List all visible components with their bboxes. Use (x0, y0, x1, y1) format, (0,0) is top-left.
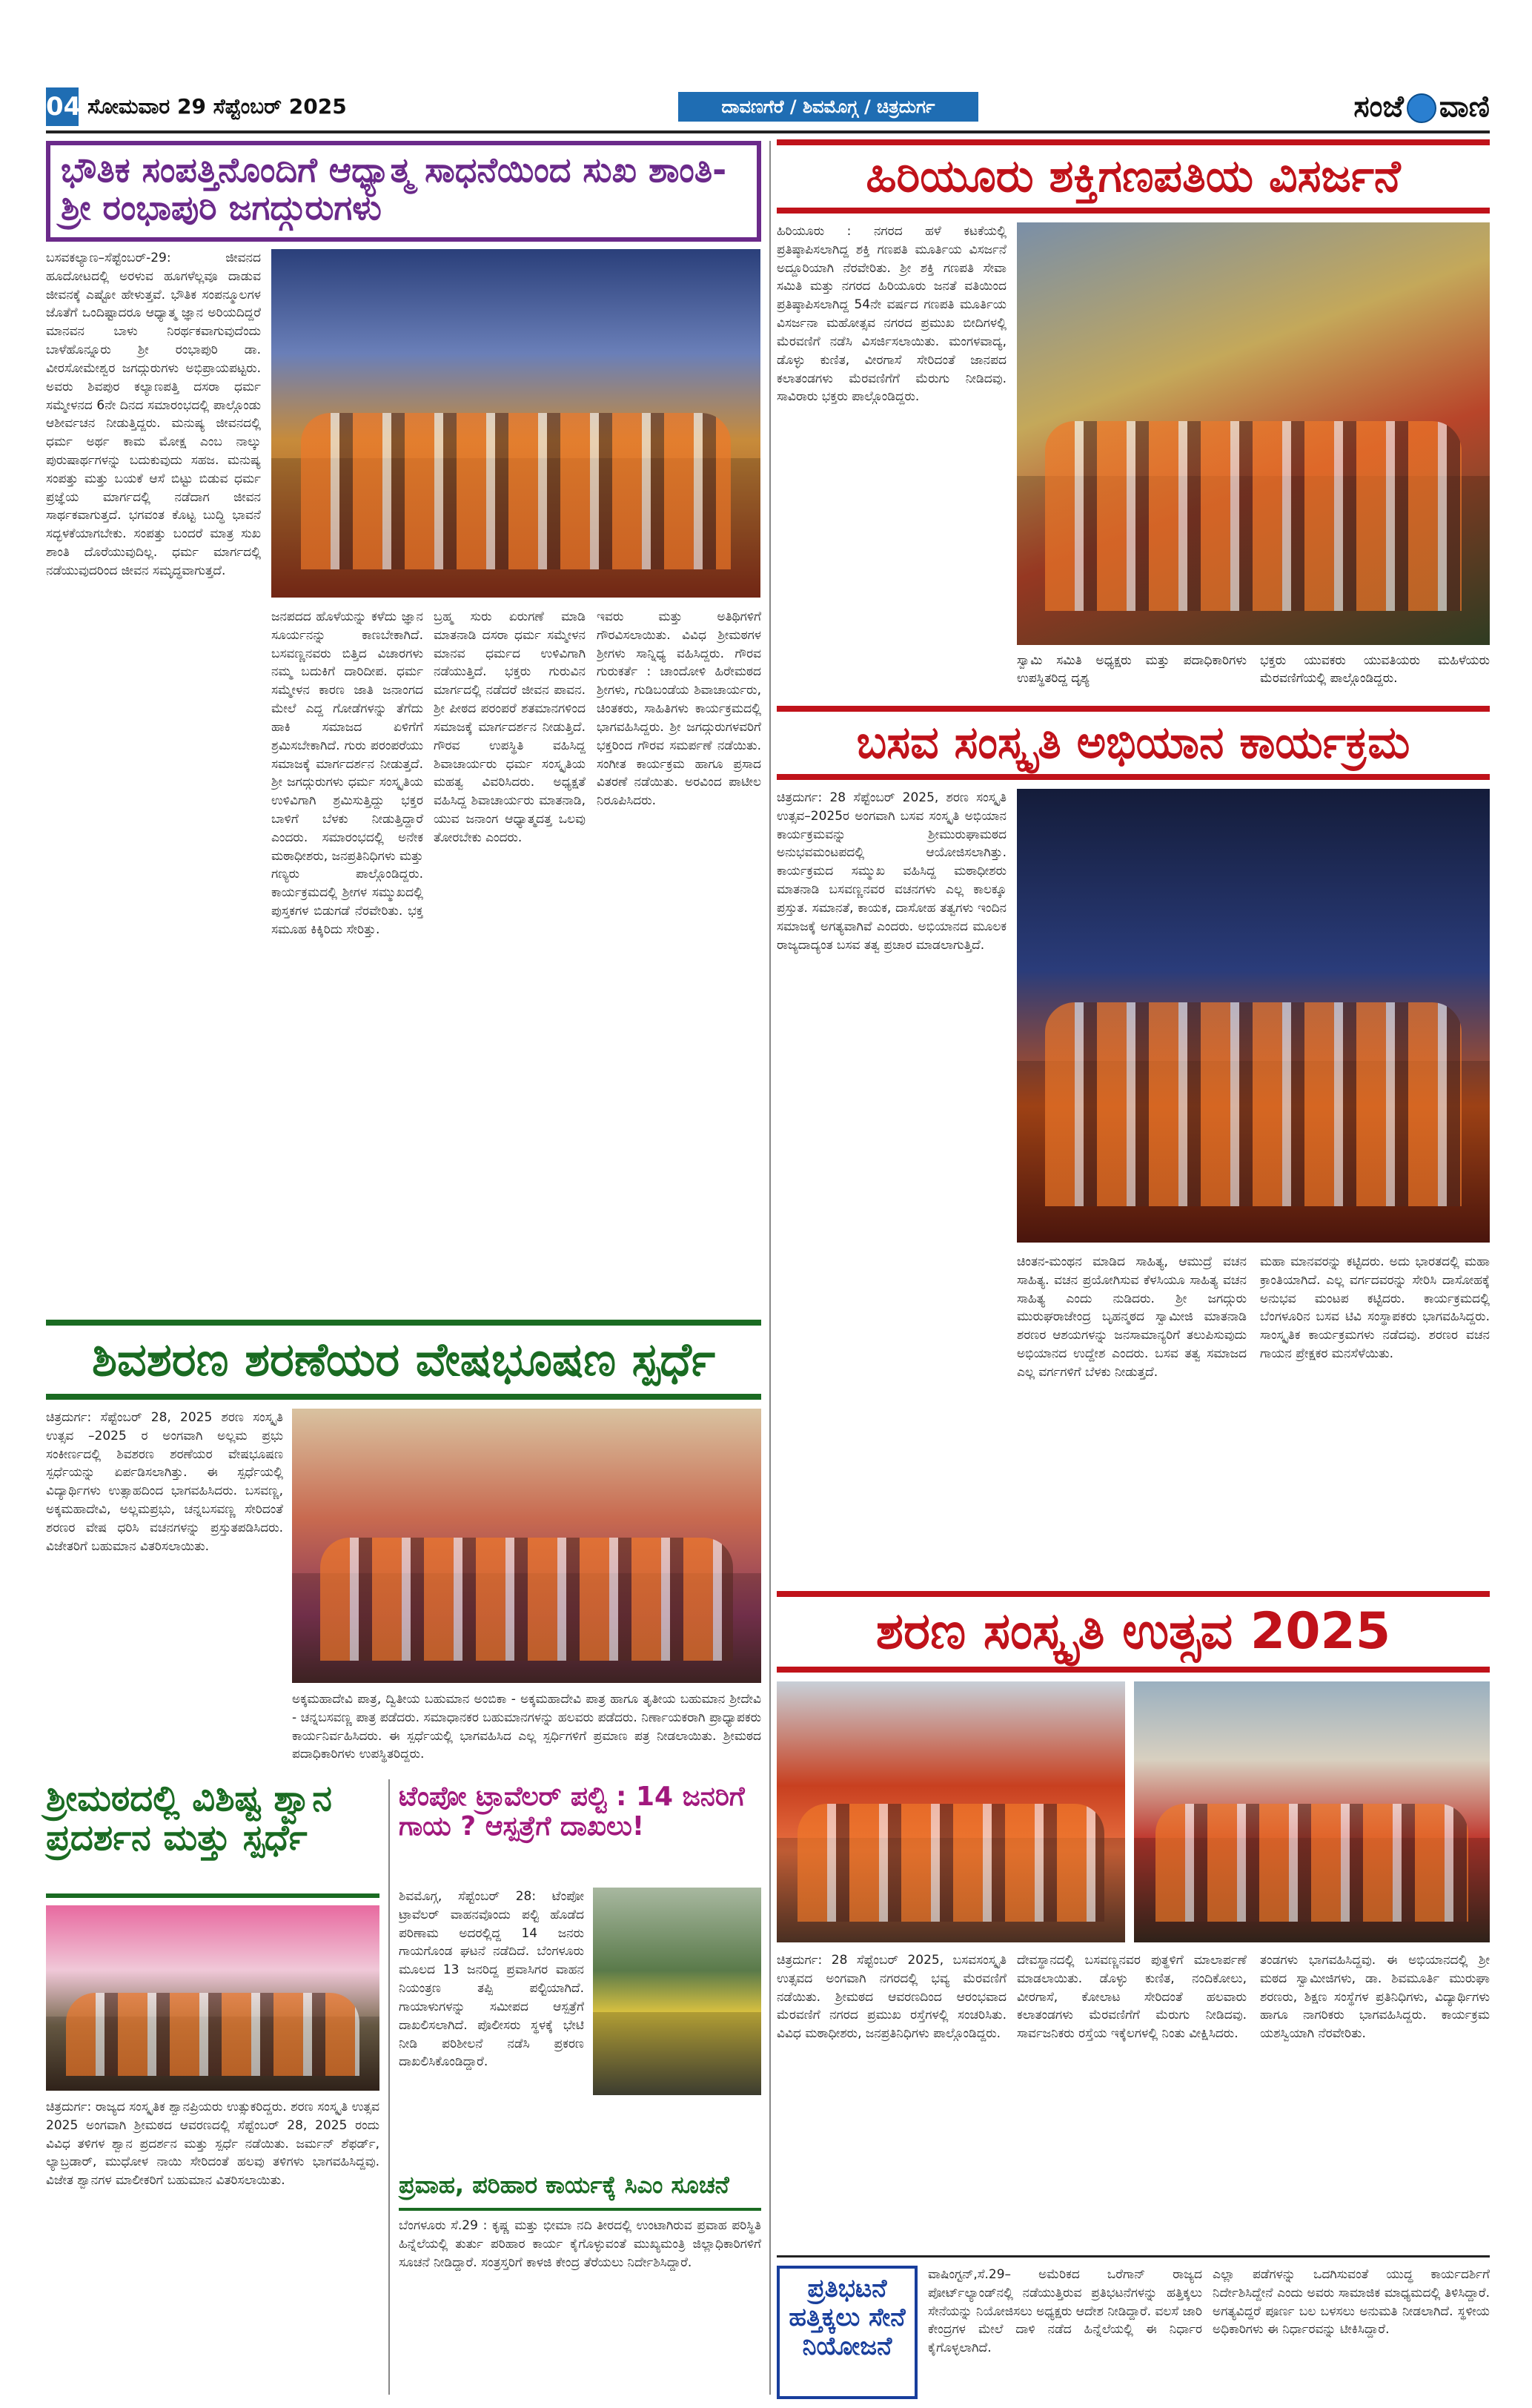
story6-headline: ಹಿರಿಯೂರು ಶಕ್ತಿಗಣಪತಿಯ ವಿಸರ್ಜನೆ (777, 139, 1490, 214)
story4-body-text: ಶಿವಮೊಗ್ಗ, ಸೆಪ್ಟೆಂಬರ್ 28: ಟೆಂಪೋ ಟ್ರಾವೆಲರ್ ವಾಹನವೊಂದು ಪಲ್ಟಿ ಹೊಡೆದ ಪರಿಣಾಮ ಅದರಲ್ಲಿದ್ದ 14 ಜನರು ಗಾಯಗೊಂಡ ಘಟನೆ ನಡೆದಿದೆ. ಬೆಂಗಳೂರು ಮೂಲದ 13 ಜನರಿದ್ದ ಪ್ರವಾಸಿಗರ ವಾಹನ ನಿಯಂತ್ರಣ ತಪ್ಪಿ ಪಲ್ಟಿಯಾಗಿದೆ. ಗಾಯಾಳುಗಳನ್ನು ಸಮೀಪದ ಆಸ್ಪತ್ರೆಗೆ ದಾಖಲಿಸಲಾಗಿದೆ. ಪೊಲೀಸರು ಸ್ಥಳಕ್ಕೆ ಭೇಟಿ ನೀಡಿ ಪರಿಶೀಲನೆ ನಡೆಸಿ ಪ್ರಕರಣ ದಾಖಲಿಸಿಕೊಂಡಿದ್ದಾರೆ. (399, 1889, 584, 2070)
story9-col2 (1213, 2266, 1490, 2399)
story1-col3-text: ಬ್ರಹ್ಮ ಸುರು ಏರುಗಣೆ ಮಾಡಿ ಮಾತನಾಡಿ ದಸರಾ ಧರ್ಮ ಸಮ್ಮೇಳನ ಮಾನವ ಧರ್ಮದ ಉಳಿವಿಗಾಗಿ ನಡೆಯುತ್ತಿದೆ. ಭಕ್ತರು ಗುರುವಿನ ಮಾರ್ಗದಲ್ಲಿ ನಡೆದರೆ ಜೀವನ ಪಾವನ. ಶ್ರೀ ಪೀಠದ ಪರಂಪರೆ ಶತಮಾನಗಳಿಂದ ಸಮಾಜಕ್ಕೆ ಮಾರ್ಗದರ್ಶನ ನೀಡುತ್ತಿದೆ. ಗೌರವ ಉಪಸ್ಥಿತಿ ವಹಿಸಿದ್ದ ಶಿವಾಚಾರ್ಯರು ಧರ್ಮ ಸಂಸ್ಕೃತಿಯ ಮಹತ್ವ ವಿವರಿಸಿದರು. ಅಧ್ಯಕ್ಷತೆ ವಹಿಸಿದ್ದ ಶಿವಾಚಾರ್ಯರು ಮಾತನಾಡಿ, ಯುವ ಜನಾಂಗ ಆಧ್ಯಾತ್ಮದತ್ತ ಒಲವು ತೋರಬೇಕು ಎಂದರು. (434, 609, 586, 845)
photo-figures (1045, 421, 1461, 612)
story5-body (399, 2217, 761, 2395)
photo-shade (593, 2012, 761, 2095)
story5-headline: ಪ್ರವಾಹ, ಪರಿಹಾರ ಕಾರ್ಯಕ್ಕೆ ಸಿಎಂ ಸೂಚನೆ (399, 2172, 761, 2211)
story5-body-text: ಬೆಂಗಳೂರು ಸೆ.29 : ಕೃಷ್ಣ ಮತ್ತು ಭೀಮಾ ನದಿ ತೀರದಲ್ಲಿ ಉಂಟಾಗಿರುವ ಪ್ರವಾಹ ಪರಿಸ್ಥಿತಿ ಹಿನ್ನೆಲೆಯಲ್ಲಿ ತುರ್ತು ಪರಿಹಾರ ಕಾರ್ಯ ಕೈಗೊಳ್ಳುವಂತೆ ಮುಖ್ಯಮಂತ್ರಿ ಜಿಲ್ಲಾಧಿಕಾರಿಗಳಿಗೆ ಸೂಚನೆ ನೀಡಿದ್ದಾರೆ. ಸಂತ್ರಸ್ತರಿಗೆ ಕಾಳಜಿ ಕೇಂದ್ರ ತೆರೆಯಲು ನಿರ್ದೇಶಿಸಿದ್ದಾರೆ. (399, 2218, 761, 2270)
photo-figures (301, 413, 732, 570)
story1-headline: ಭೌತಿಕ ಸಂಪತ್ತಿನೊಂದಿಗೆ ಆಧ್ಯಾತ್ಮ ಸಾಧನೆಯಿಂದ ಸುಖ ಶಾಂತಿ-ಶ್ರೀ ರಂಭಾಪುರಿ ಜಗದ್ಗುರುಗಳು (46, 141, 761, 242)
masthead-left: ಸಂಜೆ (1353, 90, 1404, 124)
story6-caption-right: ಭಕ್ತರು ಯುವಕರು ಯುವತಿಯರು ಮಹಿಳೆಯರು ಮೆರವಣಿಗೆಯಲ್ಲಿ ಪಾಲ್ಗೊಂಡಿದ್ದರು. (1260, 653, 1490, 686)
story1-col4 (597, 608, 761, 1309)
story2-col2-text: ಅಕ್ಕಮಹಾದೇವಿ ಪಾತ್ರ, ದ್ವಿತೀಯ ಬಹುಮಾನ ಅಂಬಿಕಾ - ಅಕ್ಕಮಹಾದೇವಿ ಪಾತ್ರ ಹಾಗೂ ತೃತೀಯ ಬಹುಮಾನ ಶ್ರೀದೇವಿ - ಚನ್ನಬಸವಣ್ಣ ಪಾತ್ರ ಪಡೆದರು. ಸಮಾಧಾನಕರ ಬಹುಮಾನಗಳನ್ನು ಹಲವರು ಪಡೆದರು. ನಿರ್ಣಾಯಕರಾಗಿ ಪ್ರಾಧ್ಯಾಪಕರು ಕಾರ್ಯನಿರ್ವಹಿಸಿದರು. ಈ ಸ್ಪರ್ಧೆಯಲ್ಲಿ ಭಾಗವಹಿಸಿದ ಎಲ್ಲ ಸ್ಪರ್ಧಿಗಳಿಗೆ ಪ್ರಮಾಣ ಪತ್ರ ನೀಡಲಾಯಿತು. ಶ್ರೀಮಠದ ಪದಾಧಿಕಾರಿಗಳು ಉಪಸ್ಥಿತರಿದ್ದರು. (292, 1692, 761, 1762)
story9-headline: ಪ್ರತಿಭಟನೆ ಹತ್ತಿಕ್ಕಲು ಸೇನೆ ನಿಯೋಜನೆ (777, 2266, 918, 2399)
story8-col1 (777, 1951, 1007, 2248)
story9-col1-text: ವಾಷಿಂಗ್ಟನ್,ಸೆ.29– ಅಮೆರಿಕದ ಒರೆಗಾನ್ ರಾಜ್ಯದ ಪೋರ್ಟ್‌ಲ್ಯಾಂಡ್‌ನಲ್ಲಿ ನಡೆಯುತ್ತಿರುವ ಪ್ರತಿಭಟನೆಗಳನ್ನು ಹತ್ತಿಕ್ಕಲು ಸೇನೆಯನ್ನು ನಿಯೋಜಿಸಲು ಅಧ್ಯಕ್ಷರು ಆದೇಶ ನೀಡಿದ್ದಾರೆ. ವಲಸೆ ಜಾರಿ ಕೇಂದ್ರಗಳ ಮೇಲೆ ದಾಳಿ ನಡೆದ ಹಿನ್ನೆಲೆಯಲ್ಲಿ ಈ ನಿರ್ಧಾರ ಕೈಗೊಳ್ಳಲಾಗಿದೆ. (928, 2267, 1202, 2356)
story8-col3-text: ತಂಡಗಳು ಭಾಗವಹಿಸಿದ್ದವು. ಈ ಅಭಿಯಾನದಲ್ಲಿ ಶ್ರೀ ಮಠದ ಸ್ವಾಮೀಜಿಗಳು, ಡಾ. ಶಿವಮೂರ್ತಿ ಮುರುಘಾ ಶರಣರು, ಶಿಕ್ಷಣ ಸಂಸ್ಥೆಗಳ ಪ್ರತಿನಿಧಿಗಳು, ವಿದ್ಯಾರ್ಥಿಗಳು ಹಾಗೂ ನಾಗರಿಕರು ಭಾಗವಹಿಸಿದ್ದರು. ಕಾರ್ಯಕ್ರಮ ಯಶಸ್ವಿಯಾಗಿ ನೆರವೇರಿತು. (1260, 1953, 1490, 2042)
story4-body (399, 1888, 584, 2166)
photo-figures (66, 1993, 359, 2077)
story6-body (777, 222, 1007, 697)
photo-figures (797, 1804, 1104, 1921)
story7-col3 (1260, 1253, 1490, 1582)
story4-headline: ಟೆಂಪೋ ಟ್ರಾವೆಲರ್ ಪಲ್ಟಿ : 14 ಜನರಿಗೆ ಗಾಯ ? ಆಸ್ಪತ್ರೆಗೆ ದಾಖಲು! (399, 1782, 745, 1842)
story1-col1-text: ಬಸವಕಲ್ಯಾಣ–ಸೆಪ್ಟೆಂಬರ್-29: ಜೀವನದ ಹೂದೋಟದಲ್ಲಿ ಅರಳುವ ಹೂಗಳೆಲ್ಲವೂ ದಾಡುವ ಜೀವನಕ್ಕೆ ಎಷ್ಟೋ ಹೇಳುತ್ತವೆ. ಭೌತಿಕ ಸಂಪನ್ಮೂಲಗಳ ಜೊತೆಗೆ ಒಂದಿಷ್ಟಾದರೂ ಆಧ್ಯಾತ್ಮ ಜ್ಞಾನ ಅರಿಯದಿದ್ದರೆ ಮಾನವನ ಬಾಳು ನಿರರ್ಥಕವಾಗುವುದೆಂದು ಬಾಳೆಹೊನ್ನೂರು ಶ್ರೀ ರಂಭಾಪುರಿ ಡಾ. ವೀರಸೋಮೇಶ್ವರ ಜಗದ್ಗುರುಗಳು ಅಭಿಪ್ರಾಯಪಟ್ಟರು. ಅವರು ಶಿವಪುರ ಕಲ್ಯಾಣಪತ್ತಿ ದಸರಾ ಧರ್ಮ ಸಮ್ಮೇಳನದ 6ನೇ ದಿನದ ಸಮಾರಂಭದಲ್ಲಿ ಪಾಲ್ಗೊಂಡು ಆಶೀರ್ವಚನ ನೀಡುತ್ತಿದ್ದರು. ಮನುಷ್ಯ ಜೀವನದಲ್ಲಿ ಧರ್ಮ ಅರ್ಥ ಕಾಮ ಮೋಕ್ಷ ಎಂಬ ನಾಲ್ಕು ಪುರುಷಾರ್ಥಗಳನ್ನು ಬದುಕುವುದು ಸಹಜ. ಮನುಷ್ಯ ಸಂಪತ್ತು ಮತ್ತು ಬಯಕೆ ಆಸೆ ಬಿಟ್ಟು ಬಿಡುವ ಧರ್ಮ ಪ್ರಜ್ಞೆಯ ಮಾರ್ಗದಲ್ಲಿ ನಡೆದಾಗ ಜೀವನ ಸಾರ್ಥಕವಾಗುತ್ತದೆ. ಭಗವಂತ ಕೊಟ್ಟ ಬುದ್ಧಿ ಭಾವನೆ ಸದ್ಭಳಕೆಯಾಗಬೇಕು. ಸಂಪತ್ತು ಬಂದರೆ ಮಾತ್ರ ಸುಖ ಶಾಂತಿ ದೊರೆಯುವುದಿಲ್ಲ. ಧರ್ಮ ಮಾರ್ಗದಲ್ಲಿ ನಡೆಯುವುದರಿಂದ ಜೀವನ ಸಮೃದ್ಧವಾಗುತ್ತದೆ. (46, 251, 261, 578)
column-divider (388, 1779, 390, 2395)
story7-col1-text: ಚಿತ್ರದುರ್ಗ: 28 ಸೆಪ್ಟೆಂಬರ್ 2025, ಶರಣ ಸಂಸ್ಕೃತಿ ಉತ್ಸವ–2025ರ ಅಂಗವಾಗಿ ಬಸವ ಸಂಸ್ಕೃತಿ ಅಭಿಯಾನ ಕಾರ್ಯಕ್ರಮವನ್ನು ಶ್ರೀಮುರುಘಾಮಠದ ಅನುಭವಮಂಟಪದಲ್ಲಿ ಆಯೋಜಿಸಲಾಗಿತ್ತು. ಕಾರ್ಯಕ್ರಮದ ಸಮ್ಮುಖ ವಹಿಸಿದ್ದ ಮಠಾಧೀಶರು ಮಾತನಾಡಿ ಬಸವಣ್ಣನವರ ವಚನಗಳು ಎಲ್ಲ ಕಾಲಕ್ಕೂ ಪ್ರಸ್ತುತ. ಸಮಾನತೆ, ಕಾಯಕ, ದಾಸೋಹ ತತ್ವಗಳು ಇಂದಿನ ಸಮಾಜಕ್ಕೆ ಅಗತ್ಯವಾಗಿವೆ ಎಂದರು. ಅಭಿಯಾನದ ಮೂಲಕ ರಾಜ್ಯದಾದ್ಯಂತ ಬಸವ ತತ್ವ ಪ್ರಚಾರ ಮಾಡಲಾಗುತ್ತಿದೆ. (777, 790, 1007, 953)
story6-caption-left: ಸ್ವಾಮಿ ಸಮಿತಿ ಅಧ್ಯಕ್ಷರು ಮತ್ತು ಪದಾಧಿಕಾರಿಗಳು ಉಪಸ್ಥಿತರಿದ್ದ ದೃಶ್ಯ (1017, 653, 1247, 686)
story1-photo-stage (271, 249, 760, 598)
story2-headline: ಶಿವಶರಣ ಶರಣೆಯರ ವೇಷಭೂಷಣ ಸ್ಪರ್ಧೆ (46, 1320, 761, 1400)
story7-headline: ಬಸವ ಸಂಸ್ಕೃತಿ ಅಭಿಯಾನ ಕಾರ್ಯಕ್ರಮ (777, 706, 1490, 780)
story6-photo-ganesha (1017, 222, 1490, 645)
story7-col3-text: ಮಹಾ ಮಾನವರನ್ನು ಕಟ್ಟಿದರು. ಅದು ಭಾರತದಲ್ಲಿ ಮಹಾ ಕ್ರಾಂತಿಯಾಗಿದೆ. ಎಲ್ಲ ವರ್ಗದವರನ್ನು ಸೇರಿಸಿ ದಾಸೋಹಕ್ಕೆ ಅನುಭವ ಮಂಟಪ ಕಟ್ಟಿದರು. ಕಾರ್ಯಕ್ರಮದಲ್ಲಿ ಬೆಂಗಳೂರಿನ ಬಸವ ಟಿವಿ ಸಂಸ್ಥಾಪಕರು ಭಾಗವಹಿಸಿದ್ದರು. ಸಾಂಸ್ಕೃತಿಕ ಕಾರ್ಯಕ್ರಮಗಳು ನಡೆದವು. ಶರಣರ ವಚನ ಗಾಯನ ಪ್ರೇಕ್ಷಕರ ಮನಸೆಳೆಯಿತು. (1260, 1254, 1490, 1362)
story3-photo-dogs (46, 1905, 379, 2091)
story8-photo-folk-dance (1134, 1681, 1490, 1942)
story8-col1-text: ಚಿತ್ರದುರ್ಗ: 28 ಸೆಪ್ಟೆಂಬರ್ 2025, ಬಸವಸಂಸ್ಕೃತಿ ಉತ್ಸವದ ಅಂಗವಾಗಿ ನಗರದಲ್ಲಿ ಭವ್ಯ ಮೆರವಣಿಗೆ ನಡೆಯಿತು. ಶ್ರೀಮಠದ ಆವರಣದಿಂದ ಆರಂಭವಾದ ಮೆರವಣಿಗೆ ನಗರದ ಪ್ರಮುಖ ರಸ್ತೆಗಳಲ್ಲಿ ಸಂಚರಿಸಿತು. ವಿವಿಧ ಮಠಾಧೀಶರು, ಜನಪ್ರತಿನಿಧಿಗಳು ಪಾಲ್ಗೊಂಡಿದ್ದರು. (777, 1953, 1007, 2042)
story7-col1 (777, 789, 1007, 1582)
globe-icon (1407, 93, 1436, 123)
story7-col2 (1017, 1253, 1247, 1582)
story9-col2-text: ಎಲ್ಲಾ ಪಡೆಗಳನ್ನು ಒದಗಿಸುವಂತೆ ಯುದ್ಧ ಕಾರ್ಯದರ್ಶಿಗೆ ನಿರ್ದೇಶಿಸಿದ್ದೇನೆ ಎಂದು ಅವರು ಸಾಮಾಜಿಕ ಮಾಧ್ಯಮದಲ್ಲಿ ತಿಳಿಸಿದ್ದಾರೆ. ಅಗತ್ಯವಿದ್ದರೆ ಪೂರ್ಣ ಬಲ ಬಳಸಲು ಅನುಮತಿ ನೀಡಲಾಗಿದೆ. ಸ್ಥಳೀಯ ಅಧಿಕಾರಿಗಳು ಈ ನಿರ್ಧಾರವನ್ನು ಟೀಕಿಸಿದ್ದಾರೆ. (1213, 2267, 1490, 2338)
masthead-right: ವಾಣಿ (1439, 90, 1490, 124)
story9-col1 (928, 2266, 1202, 2399)
story1-col3 (434, 608, 586, 1309)
photo-figures (1045, 1002, 1461, 1206)
story2-col2 (292, 1690, 761, 1772)
story8-col2 (1017, 1951, 1247, 2248)
story1-col1 (46, 249, 261, 1309)
story9-rule (777, 2255, 1490, 2258)
photo-figures (1155, 1804, 1468, 1921)
header-rule (46, 130, 1490, 133)
story3-body (46, 2098, 379, 2395)
story7-photo-speaker (1017, 789, 1490, 1243)
page-column-divider (769, 141, 771, 2395)
story1-col4-text: ಇವರು ಮತ್ತು ಅತಿಥಿಗಳಿಗೆ ಗೌರವಿಸಲಾಯಿತು. ವಿವಿಧ ಶ್ರೀಮಠಗಳ ಶ್ರೀಗಳು ಸಾನ್ನಿಧ್ಯ ವಹಿಸಿದ್ದರು. ಗೌರವ ಗುರುಕರ್ತೆ : ಚಾಂದೋಳಿ ಹಿರೇಮಠದ ಶ್ರೀಗಳು, ಗುಡಿಬಂಡೆಯ ಶಿವಾಚಾರ್ಯರು, ಚಿಂತಕರು, ಸಾಹಿತಿಗಳು ಕಾರ್ಯಕ್ರಮದಲ್ಲಿ ಭಾಗವಹಿಸಿದ್ದರು. ಶ್ರೀ ಜಗದ್ಗುರುಗಳವರಿಗೆ ಭಕ್ತರಿಂದ ಗೌರವ ಸಮರ್ಪಣೆ ನಡೆಯಿತು. ಸಂಗೀತ ಕಾರ್ಯಕ್ರಮ ಹಾಗೂ ಪ್ರಸಾದ ವಿತರಣೆ ನಡೆಯಿತು. ಅರವಿಂದ ಪಾಟೀಲ ನಿರೂಪಿಸಿದರು. (597, 609, 761, 809)
story8-col3 (1260, 1951, 1490, 2248)
story8-col2-text: ದೇವಸ್ಥಾನದಲ್ಲಿ ಬಸವಣ್ಣನವರ ಪುತ್ಥಳಿಗೆ ಮಾಲಾರ್ಪಣೆ ಮಾಡಲಾಯಿತು. ಡೊಳ್ಳು ಕುಣಿತ, ನಂದಿಕೋಲು, ವೀರಗಾಸೆ, ಕೋಲಾಟ ಸೇರಿದಂತೆ ಹಲವಾರು ಕಲಾತಂಡಗಳು ಮೆರವಣಿಗೆಗೆ ಮೆರುಗು ನೀಡಿದವು. ಸಾರ್ವಜನಿಕರು ರಸ್ತೆಯ ಇಕ್ಕೆಲಗಳಲ್ಲಿ ನಿಂತು ವೀಕ್ಷಿಸಿದರು. (1017, 1953, 1247, 2042)
story2-col1 (46, 1409, 283, 1772)
region-tag: ದಾವಣಗೆರೆ / ಶಿವಮೊಗ್ಗ / ಚಿತ್ರದುರ್ಗ (678, 92, 978, 122)
story3-body-text: ಚಿತ್ರದುರ್ಗ: ರಾಜ್ಯದ ಸಂಸ್ಕೃತಿಕ ಶ್ವಾನಪ್ರಿಯರು ಉತ್ಸುಕರಿದ್ದರು. ಶರಣ ಸಂಸ್ಕೃತಿ ಉತ್ಸವ 2025 ಅಂಗವಾಗಿ ಶ್ರೀಮಠದ ಆವರಣದಲ್ಲಿ ಸೆಪ್ಟೆಂಬರ್ 28, 2025 ರಂದು ವಿವಿಧ ತಳಿಗಳ ಶ್ವಾನ ಪ್ರದರ್ಶನ ಮತ್ತು ಸ್ಪರ್ಧೆ ನಡೆಯಿತು. ಜರ್ಮನ್ ಶೆಫರ್ಡ್, ಲ್ಯಾಬ್ರಡಾರ್, ಮುಧೋಳ ನಾಯಿ ಸೇರಿದಂತೆ ಹಲವು ತಳಿಗಳು ಭಾಗವಹಿಸಿದ್ದವು. ವಿಜೇತ ಶ್ವಾನಗಳ ಮಾಲೀಕರಿಗೆ ಬಹುಮಾನ ವಿತರಿಸಲಾಯಿತು. (46, 2100, 379, 2189)
story3-headline: ಶ್ರೀಮಠದಲ್ಲಿ ವಿಶಿಷ್ಟ ಶ್ವಾನ ಪ್ರದರ್ಶನ ಮತ್ತು ಸ್ಪರ್ಧೆ (46, 1779, 379, 1898)
photo-figures (320, 1538, 733, 1661)
story6-body-text: ಹಿರಿಯೂರು : ನಗರದ ಹಳೆ ಕಟಕೆಯಲ್ಲಿ ಪ್ರತಿಷ್ಠಾಪಿಸಲಾಗಿದ್ದ ಶಕ್ತಿ ಗಣಪತಿ ಮೂರ್ತಿಯ ವಿಸರ್ಜನೆ ಅದ್ದೂರಿಯಾಗಿ ನೆರವೇರಿತು. ಶ್ರೀ ಶಕ್ತಿ ಗಣಪತಿ ಸೇವಾ ಸಮಿತಿ ಮತ್ತು ನಗರದ ಹಿರಿಯೂರು ಜನತೆ ವತಿಯಿಂದ ಪ್ರತಿಷ್ಠಾಪಿಸಲಾಗಿದ್ದ 54ನೇ ವರ್ಷದ ಗಣಪತಿ ಮೂರ್ತಿಯ ವಿಸರ್ಜನಾ ಮಹೋತ್ಸವ ನಗರದ ಪ್ರಮುಖ ಬೀದಿಗಳಲ್ಲಿ ಮೆರವಣಿಗೆ ನಡೆಸಿ ವಿಸರ್ಜಿಸಲಾಯಿತು. ಮಂಗಳವಾದ್ಯ, ಡೊಳ್ಳು ಕುಣಿತ, ವೀರಗಾಸೆ ಸೇರಿದಂತೆ ಜಾನಪದ ಕಲಾತಂಡಗಳು ಮೆರವಣಿಗೆಗೆ ಮೆರುಗು ನೀಡಿದವು. ಸಾವಿರಾರು ಭಕ್ತರು ಪಾಲ್ಗೊಂಡಿದ್ದರು. (777, 224, 1007, 405)
story1-col2-text: ಜನಪದದ ಹೊಳೆಯನ್ನು ಕಳೆದು ಜ್ಞಾನ ಸೂರ್ಯನನ್ನು ಕಾಣಬೇಕಾಗಿದೆ. ಬಸವಣ್ಣನವರು ಬಿತ್ತಿದ ವಿಚಾರಗಳು ನಮ್ಮ ಬದುಕಿಗೆ ದಾರಿದೀಪ. ಧರ್ಮ ಸಮ್ಮೇಳನ ಕಾರಣ ಜಾತಿ ಜನಾಂಗದ ಮೇಲೆ ಎದ್ದ ಗೋಡೆಗಳನ್ನು ತೆಗೆದು ಹಾಕಿ ಸಮಾಜದ ಏಳಿಗೆಗೆ ಶ್ರಮಿಸಬೇಕಾಗಿದೆ. ಗುರು ಪರಂಪರೆಯು ಸಮಾಜಕ್ಕೆ ಮಾರ್ಗದರ್ಶನ ನೀಡುತ್ತದೆ. ಶ್ರೀ ಜಗದ್ಗುರುಗಳು ಧರ್ಮ ಸಂಸ್ಕೃತಿಯ ಉಳಿವಿಗಾಗಿ ಶ್ರಮಿಸುತ್ತಿದ್ದು ಭಕ್ತರ ಬಾಳಿಗೆ ಬೆಳಕು ನೀಡುತ್ತಿದ್ದಾರೆ ಎಂದರು. ಸಮಾರಂಭದಲ್ಲಿ ಅನೇಕ ಮಠಾಧೀಶರು, ಜನಪ್ರತಿನಿಧಿಗಳು ಮತ್ತು ಗಣ್ಯರು ಪಾಲ್ಗೊಂಡಿದ್ದರು. ಕಾರ್ಯಕ್ರಮದಲ್ಲಿ ಶ್ರೀಗಳ ಸಮ್ಮುಖದಲ್ಲಿ ಪುಸ್ತಕಗಳ ಬಿಡುಗಡೆ ನೆರವೇರಿತು. ಭಕ್ತ ಸಮೂಹ ಕಿಕ್ಕಿರಿದು ಸೇರಿತ್ತು. (271, 609, 423, 937)
page-number: 04 (46, 87, 79, 126)
story8-photo-procession (777, 1681, 1125, 1942)
story2-photo-participants (292, 1409, 761, 1683)
story1-col2 (271, 608, 423, 1309)
story4-photo-vehicle (593, 1888, 761, 2095)
story2-col1-text: ಚಿತ್ರದುರ್ಗ: ಸೆಪ್ಟೆಂಬರ್ 28, 2025 ಶರಣ ಸಂಸ್ಕೃತಿ ಉತ್ಸವ –2025 ರ ಅಂಗವಾಗಿ ಅಲ್ಲಮ ಪ್ರಭು ಸಂಕೀರ್ಣದಲ್ಲಿ ಶಿವಶರಣ ಶರಣೆಯರ ವೇಷಭೂಷಣ ಸ್ಪರ್ಧೆಯನ್ನು ಏರ್ಪಡಿಸಲಾಗಿತ್ತು. ಈ ಸ್ಪರ್ಧೆಯಲ್ಲಿ ವಿದ್ಯಾರ್ಥಿಗಳು ಉತ್ಸಾಹದಿಂದ ಭಾಗವಹಿಸಿದರು. ಬಸವಣ್ಣ, ಅಕ್ಕಮಹಾದೇವಿ, ಅಲ್ಲಮಪ್ರಭು, ಚನ್ನಬಸವಣ್ಣ ಸೇರಿದಂತೆ ಶರಣರ ವೇಷ ಧರಿಸಿ ವಚನಗಳನ್ನು ಪ್ರಸ್ತುತಪಡಿಸಿದರು. ವಿಜೇತರಿಗೆ ಬಹುಮಾನ ವಿತರಿಸಲಾಯಿತು. (46, 1410, 283, 1554)
story8-headline: ಶರಣ ಸಂಸ್ಕೃತಿ ಉತ್ಸವ 2025 (777, 1591, 1490, 1673)
story7-col2-text: ಚಿಂತನ-ಮಂಥನ ಮಾಡಿದ ಸಾಹಿತ್ಯ, ಆಮುದ್ರೆ ವಚನ ಸಾಹಿತ್ಯ. ವಚನ ಪ್ರಯೋಗಿಸುವ ಕೆಳಸಿಯೂ ಸಾಹಿತ್ಯ ವಚನ ಸಾಹಿತ್ಯ ಎಂದು ನುಡಿದರು. ಶ್ರೀ ಜಗದ್ಗುರು ಮುರುಘರಾಜೇಂದ್ರ ಬೃಹನ್ಮಠದ ಸ್ವಾಮೀಜಿ ಮಾತನಾಡಿ ಶರಣರ ಆಶಯಗಳನ್ನು ಜನಸಾಮಾನ್ಯರಿಗೆ ತಲುಪಿಸುವುದು ಅಭಿಯಾನದ ಉದ್ದೇಶ ಎಂದರು. ಬಸವ ತತ್ವ ಸಮಾಜದ ಎಲ್ಲ ವರ್ಗಗಳಿಗೆ ಬೆಳಕು ನೀಡುತ್ತದೆ. (1017, 1254, 1247, 1380)
issue-date: ಸೋಮವಾರ 29 ಸೆಪ್ಟೆಂಬರ್ 2025 (87, 94, 347, 119)
masthead-logo (1223, 86, 1490, 128)
